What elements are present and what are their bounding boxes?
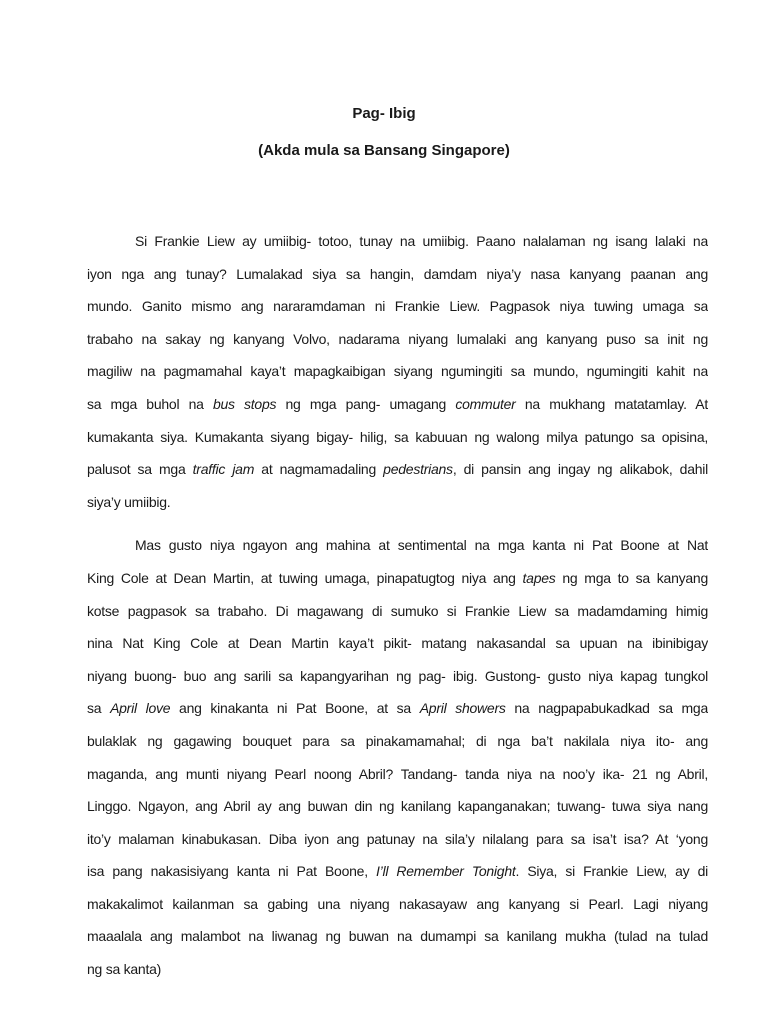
text: maganda, ang munti niyang Pearl noong Abril? Tandang- tanda niya na noo’y ika- 21 ng Abril, [87,765,708,782]
text-line [87,290,708,323]
text: palusot sa mga [87,461,193,478]
text: mundo. Ganito mismo ang nararamdaman ni Frankie Liew. Pagpasok niya tuwing umaga sa [87,298,708,315]
text: sa mga buhol na [87,395,213,412]
text: , di pansin ang ingay ng alikabok, dahil [452,461,708,478]
text: at nagmamadaling [254,461,384,478]
text: trabaho na sakay ng kanyang Volvo, nadarama niyang lumalaki ang kanyang puso sa init ng [87,330,708,347]
text: ito’y malaman kinabukasan. Diba iyon ang patunay na sila’y nilalang para sa isa’t isa? At ‘yong [87,830,708,847]
text: kotse pagpasok sa trabaho. Di magawang di sumuko si Frankie Liew sa madamdaming himig [87,602,708,619]
text-line [87,421,708,454]
paragraph [87,225,708,518]
text-line [87,855,708,888]
text: sa [87,700,111,717]
text: makakalimot kailanman sa gabing una niyang nakasayaw ang kanyang si Pearl. Lagi niyang [87,895,708,912]
text-line [87,453,708,486]
text: . Siya, si Frankie Liew, ay di [515,863,708,880]
italic-text: commuter [455,395,516,412]
italic-text: traffic jam [192,461,255,478]
text: kumakanta siya. Kumakanta siyang bigay- hilig, sa kabuuan ng walong milya patungo sa opisina, [87,428,708,445]
text: niyang buong- buo ang sarili sa kapangyarihan ng pag- ibig. Gustong- gusto niya kapag tungkol [87,667,708,684]
text-line [87,595,708,628]
document-body [87,225,708,997]
text: King Cole at Dean Martin, at tuwing umaga, pinapatugtog niya ang [87,569,523,586]
italic-text: I’ll Remember Tonight [376,863,516,880]
text: siya’y umiibig. [87,493,171,510]
text: ng sa kanta) [87,961,162,978]
text-line [87,225,708,258]
text-line [87,660,708,693]
text-line [87,758,708,791]
text: isa pang nakasisiyang kanta ni Pat Boone, [87,863,377,880]
text-line [87,258,708,291]
text-line [87,888,708,921]
text-line [87,953,708,986]
text: maaalala ang malambot na liwanag ng buwan na dumampi sa kanilang mukha (tulad na tulad [87,928,708,945]
text: ng mga pang- umagang [276,395,456,412]
text: Mas gusto niya ngayon ang mahina at sentimental na mga kanta ni Pat Boone at Nat [135,537,708,554]
italic-text: bus stops [212,395,277,412]
text: ng mga to sa kanyang [555,569,708,586]
text-line [87,486,708,519]
text: Linggo. Ngayon, ang Abril ay ang buwan din ng kanilang kapanganakan; tuwang- tuwa siya nang [87,798,708,815]
text-line [87,323,708,356]
italic-text: pedestrians [383,461,453,478]
text-line [87,529,708,562]
document-subtitle: (Akda mula sa Bansang Singapore) [258,142,510,159]
document-title: Pag- Ibig [352,105,416,122]
text: na mukhang matatamlay. At [515,395,708,412]
text-line [87,920,708,953]
text-line [87,725,708,758]
text: iyon nga ang tunay? Lumalakad siya sa hangin, damdam niya’y nasa kanyang paanan ang [87,265,708,282]
text-line [87,355,708,388]
italic-text: April love [110,700,171,717]
italic-text: tapes [522,569,556,586]
text: na nagpapabukadkad sa mga [505,700,708,717]
text: bulaklak ng gagawing bouquet para sa pinakamamahal; di nga ba’t nakilala niya ito- ang [87,732,708,749]
italic-text: April showers [419,700,506,717]
text: nina Nat King Cole at Dean Martin kaya’t pikit- matang nakasandal sa upuan na ibinibigay [87,635,708,652]
text-line [87,562,708,595]
text-line [87,627,708,660]
text-line [87,823,708,856]
text: magiliw na pagmamahal kaya’t mapagkaibigan siyang ngumingiti sa mundo, ngumingiti kahit na [87,363,708,380]
paragraph [87,529,708,985]
text: ang kinakanta ni Pat Boone, at sa [170,700,420,717]
text-line [87,790,708,823]
text-line [87,388,708,421]
text: Si Frankie Liew ay umiibig- totoo, tunay na umiibig. Paano nalalaman ng isang lalaki na [135,233,708,249]
text-line [87,692,708,725]
